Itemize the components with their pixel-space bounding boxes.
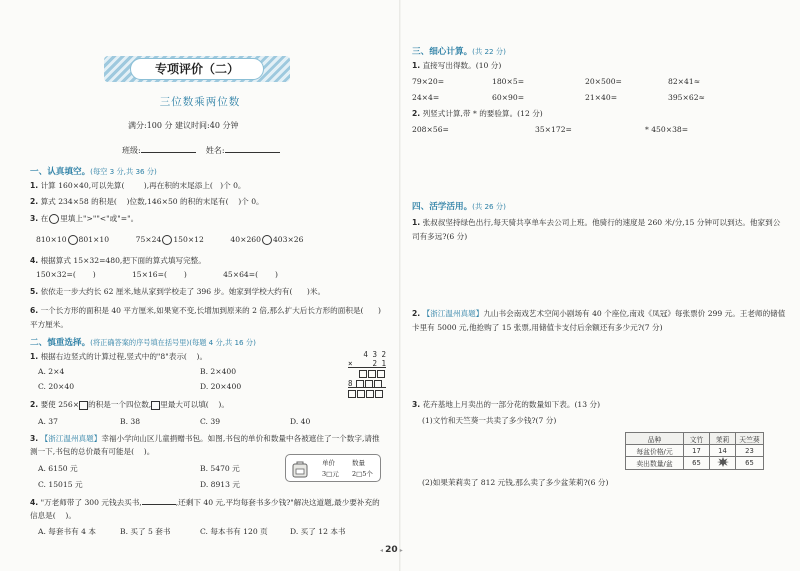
q-text: 要使 256×: [40, 400, 80, 409]
option-b[interactable]: B. 38: [120, 417, 141, 426]
apply-q2: [412, 307, 787, 335]
header-cell: 文竹: [684, 433, 710, 445]
fill-q6: [30, 304, 385, 332]
digit-box: [366, 390, 374, 398]
oral-calc: 24×4=: [412, 93, 440, 102]
fill-q2: [30, 197, 264, 207]
section-3-note: (共 22 分): [472, 47, 506, 56]
header-cell: 品种: [626, 433, 684, 445]
class-name-row: [122, 145, 280, 156]
section-1-title: 一、认真填空。: [30, 167, 91, 177]
digit-box: [375, 390, 383, 398]
section-1-note: (每空 3 分,共 36 分): [90, 167, 157, 176]
table-header-row: [626, 433, 764, 445]
option-a[interactable]: A. 37: [38, 417, 58, 426]
option-b[interactable]: B. 2×400: [200, 367, 237, 376]
vert-row-1: [348, 369, 386, 378]
q-text: 列竖式计算,带 * 的要验算。(12 分): [422, 109, 543, 118]
q-text: )米。: [306, 287, 326, 296]
table-row: [626, 457, 764, 470]
vertical-multiplication: [348, 350, 386, 398]
paren-close: ): [274, 270, 278, 279]
q-number: 5.: [30, 287, 39, 296]
section-2-note: (将正确答案的序号填在括号里)(每题 4 分,共 16 分): [90, 338, 256, 347]
section-3-heading: [412, 45, 506, 57]
vert-second-num: 2 1: [372, 359, 386, 368]
q-number: 1.: [30, 181, 39, 190]
q-text: )。: [218, 400, 229, 409]
column-calc: 35×172=: [535, 125, 572, 134]
page-number-ornament: ◂: [380, 547, 386, 554]
q-text: 里填上">""<"或"="。: [60, 214, 139, 223]
q-text: )。: [143, 447, 155, 456]
q-text: 直接写出得数。(10 分): [422, 61, 502, 70]
q-text: 一个长方形的面积是 40 平方厘米,如果宽不变,长增加到原来的 2 倍,那么扩大后长方形的面积是(: [40, 306, 364, 315]
oral-calc: 82×41≈: [668, 77, 701, 86]
option-b[interactable]: B. 5470 元: [200, 464, 240, 473]
digit-box: [356, 380, 364, 388]
right-page: [397, 0, 800, 571]
option-a[interactable]: A. 每套书有 4 本: [38, 527, 96, 536]
page-number: 20: [385, 545, 398, 555]
digit-box: [359, 370, 367, 378]
apply-q3-part2: (2)如果茉莉卖了 812 元钱,那么卖了多少盆茉莉?(6 分): [422, 478, 609, 487]
schoolbag-icon: [290, 459, 310, 479]
compare-left: 810×10: [36, 235, 67, 244]
option-d[interactable]: D. 买了 12 本书: [290, 527, 346, 536]
vert-top: 4 3 2: [363, 350, 386, 359]
header-cell: 天竺葵: [736, 433, 764, 445]
source-tag: 【浙江温州真题】: [422, 309, 484, 318]
table-cell: 23: [736, 445, 764, 457]
q-number: 3.: [30, 214, 39, 223]
fill-q1: [30, 181, 246, 191]
compare-right: 403×26: [272, 235, 304, 244]
table-row: [626, 445, 764, 457]
page-number-ornament: ▸: [397, 547, 403, 554]
q-number: 2.: [412, 109, 421, 118]
name-label: 姓名:: [205, 146, 225, 155]
q-text: "万老师带了 300 元钱去买书,: [40, 498, 142, 507]
class-blank[interactable]: [141, 145, 196, 153]
compare-left: 40×260: [230, 235, 261, 244]
q-text: 算式 234×58 的积是(: [40, 197, 117, 206]
quantity-label: 数量: [352, 459, 365, 467]
subtitle: 三位数乘两位数: [159, 96, 241, 108]
compare-right: 801×10: [78, 235, 110, 244]
paren-close: ): [92, 270, 96, 279]
option-c[interactable]: C. 20×40: [38, 382, 75, 391]
q-text: )位数,146×50 的积的末尾有(: [126, 197, 229, 206]
score-time: 满分:100 分 建议时间:40 分钟: [128, 121, 239, 130]
section-1-heading: [30, 165, 157, 177]
oral-calc: 21×40=: [585, 93, 618, 102]
calc-q1: [412, 61, 501, 71]
apply-q3: [412, 400, 600, 410]
splat-icon: [717, 457, 729, 467]
q-number: 1.: [30, 352, 39, 361]
equation: 15×16=(: [131, 270, 167, 279]
option-b[interactable]: B. 买了 5 套书: [120, 527, 171, 536]
q-text: )。: [65, 511, 76, 520]
quantity-value: 2□5个: [352, 470, 373, 478]
digit-box: [377, 370, 385, 378]
q-text: ,还剩下 40 元,平均每套书多少钱?"解决这道题,最少要补充的信息是(: [30, 498, 380, 520]
digit-box: [348, 390, 356, 398]
table-cell: 65: [684, 457, 710, 470]
q-text: )个 0。: [220, 181, 246, 190]
table-cell: 65: [736, 457, 764, 470]
option-d[interactable]: D. 8913 元: [200, 480, 240, 489]
calc-q2: [412, 109, 543, 119]
q-number: 4.: [30, 256, 39, 265]
name-blank[interactable]: [225, 145, 280, 153]
q-text: )平方厘米。: [30, 306, 381, 329]
vert-row-2: [348, 379, 386, 388]
option-a[interactable]: A. 2×4: [38, 367, 65, 376]
info-blank[interactable]: [142, 497, 176, 505]
banner-title: 专项评价（二）: [130, 58, 264, 80]
source-tag: 【浙江温州真题】: [40, 434, 102, 443]
compare-circle[interactable]: [262, 235, 272, 245]
q-text: ),再在积的末尾添上(: [143, 181, 213, 190]
page-number-row: [380, 545, 403, 555]
compare-circle[interactable]: [162, 235, 172, 245]
q-number: 2.: [412, 309, 421, 318]
compare-circle: [49, 214, 59, 224]
header-cell: 茉莉: [710, 433, 736, 445]
q-text: 里最大可以填(: [160, 400, 209, 409]
fill-q4: [30, 256, 206, 266]
schoolbag-card: [285, 454, 381, 482]
equation: 150×32=(: [36, 270, 76, 279]
q-number: 4.: [30, 498, 39, 507]
choice-q4: [30, 496, 385, 522]
q-text: 九山书会南戏艺术空间小剧场有 40 个座位,南戏《凤冠》每张票价 299 元。王老师的储值卡里有 5000 元,他抢购了 15 张票,用储值卡支付后余额还有多少元?(7 分): [412, 309, 786, 332]
hidden-cell: [710, 457, 736, 470]
fill-q4-items: [36, 270, 278, 280]
compare-circle[interactable]: [68, 235, 78, 245]
digit-box: [357, 390, 365, 398]
table-cell: 14: [710, 445, 736, 457]
option-c[interactable]: C. 每本书有 120 页: [200, 527, 268, 536]
apply-q3-part1: (1)文竹和天竺葵一共卖了多少钱?(7 分): [422, 416, 557, 425]
section-4-note: (共 26 分): [472, 202, 506, 211]
row-label: 卖出数量/盆: [626, 457, 684, 470]
price-value: 3□元: [322, 470, 339, 478]
title-banner: [104, 56, 290, 82]
q-number: 2.: [30, 197, 39, 206]
option-c[interactable]: C. 15015 元: [38, 480, 83, 489]
oral-calc: 395×62≈: [668, 93, 705, 102]
fill-q3: [30, 214, 138, 224]
column-calc: * 450×38=: [645, 125, 689, 134]
digit-box: [365, 380, 373, 388]
section-3-title: 三、细心计算。: [412, 47, 473, 57]
q-text: 根据右边竖式的计算过程,竖式中的"8"表示(: [40, 352, 187, 361]
table-cell: 17: [684, 445, 710, 457]
option-a[interactable]: A. 6150 元: [38, 464, 78, 473]
compare-left: 75×24: [135, 235, 162, 244]
q-text: 根据算式 15×32=480,把下面的算式填写完整。: [40, 256, 206, 265]
q-number: 2.: [30, 400, 39, 409]
oral-calc: 180×5=: [492, 77, 525, 86]
oral-calc: 79×20=: [412, 77, 445, 86]
choice-q1: [30, 352, 207, 362]
q-text: 幸福小学向山区儿童捐赠书包。如图,书包的单价和数量中各被遮住了一个数字,请推测一下,书包的总价最有可能是(: [30, 434, 380, 456]
class-label: 班级:: [122, 146, 141, 155]
q-number: 1.: [412, 218, 421, 227]
option-d[interactable]: D. 20×400: [200, 382, 242, 391]
row-label: 每盆价格/元: [626, 445, 684, 457]
flower-sales-table: [625, 432, 764, 470]
vert-second: [348, 359, 386, 368]
times-sign: ×: [348, 359, 353, 368]
q-text: 依依走一步大约长 62 厘米,她从家到学校走了 396 步。她家到学校大约有(: [40, 287, 293, 296]
blank-box[interactable]: [151, 401, 160, 410]
q-text: 花卉基地上月卖出的一部分花的数量如下表。(13 分): [422, 400, 601, 409]
choice-q2: [30, 400, 229, 410]
equation: 45×64=(: [223, 270, 259, 279]
q-text: 计算 160×40,可以先算(: [40, 181, 125, 190]
compare-right: 150×12: [173, 235, 204, 244]
section-4-heading: [412, 200, 506, 212]
q-text: )个 0。: [238, 197, 264, 206]
q-text: 在: [40, 214, 49, 223]
q-number: 3.: [30, 434, 39, 443]
q-text: 的积是一个四位数,: [88, 400, 152, 409]
digit-box: [374, 380, 382, 388]
apply-q1: [412, 216, 787, 244]
fill-q3-items: [36, 235, 386, 245]
price-label: 单价: [322, 459, 335, 467]
paren-close: ): [183, 270, 187, 279]
column-calc: 208×56=: [412, 125, 449, 134]
section-2-title: 二、慎重选择。: [30, 338, 91, 348]
oral-calc: 20×500=: [585, 77, 622, 86]
vert-row-3: [348, 389, 386, 398]
q-number: 6.: [30, 306, 39, 315]
oral-calc: 60×90=: [492, 93, 525, 102]
digit-eight: 8: [348, 379, 353, 388]
q-text: 张叔叔坚持绿色出行,每天骑共享单车去公司上班。他骑行的速度是 260 米/分,15 分钟可以到达。他家到公司有多远?(6 分): [412, 218, 781, 241]
option-d[interactable]: D. 40: [290, 417, 311, 426]
q-number: 3.: [412, 400, 421, 409]
fill-q5: [30, 287, 325, 297]
q-text: )。: [196, 352, 208, 361]
section-4-title: 四、活学活用。: [412, 202, 473, 212]
option-c[interactable]: C. 39: [200, 417, 221, 426]
section-2-heading: [30, 336, 256, 348]
digit-box: [368, 370, 376, 378]
q-number: 1.: [412, 61, 421, 70]
blank-box[interactable]: [79, 401, 88, 410]
